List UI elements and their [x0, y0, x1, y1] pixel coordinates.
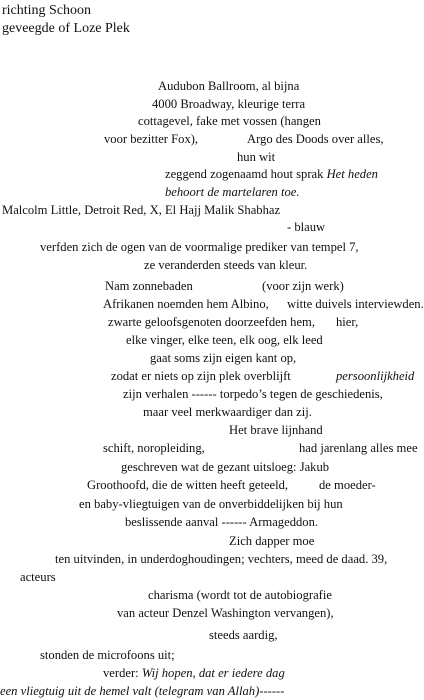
poem-line: behoort de martelaren toe.: [165, 185, 300, 199]
heading-line-2: geveegde of Loze Plek: [2, 21, 130, 36]
poem-line: Argo des Doods over alles,: [247, 132, 384, 146]
poem-line: 4000 Broadway, kleurige terra: [152, 97, 306, 111]
poem-line: hier,: [336, 315, 359, 329]
poem-line: de moeder-: [319, 478, 376, 492]
poem-line: geschreven wat de gezant uitsloeg: Jakub: [121, 460, 330, 474]
heading-line-1: richting Schoon: [2, 3, 92, 18]
poem-line: voor bezitter Fox),: [104, 132, 199, 146]
poem-text: verder:: [103, 666, 142, 680]
poem-line: Afrikanen noemden hem Albino,: [103, 297, 269, 311]
poem-line: Het brave lijnhand: [229, 423, 323, 437]
poem-line: elke vinger, elke teen, elk oog, elk leed: [126, 333, 323, 347]
poem-line: zodat er niets op zijn plek overblijft: [111, 369, 291, 383]
poem-line: steeds aardig,: [209, 628, 278, 642]
poem-line: - blauw: [287, 220, 326, 234]
poem-line: hun wit: [237, 150, 276, 164]
poem-line: acteurs: [20, 570, 56, 584]
poem-line: [103, 666, 285, 681]
poem-line: schift, noropleiding,: [103, 441, 205, 455]
poem-line: [0, 684, 284, 699]
poem-italic: Wij hopen, dat er iedere dag: [141, 666, 285, 680]
poem-italic: een vliegtuig uit de hemel valt (telegram van Allah): [0, 684, 260, 698]
poem-line: Nam zonnebaden: [105, 279, 193, 293]
poem-line: persoonlijkheid: [336, 369, 415, 383]
poem-line: stonden de microfoons uit;: [40, 648, 175, 662]
poem-line: Groothoofd, die de witten heeft geteeld,: [87, 478, 289, 492]
poem-line: ten uitvinden, in underdoghoudingen; vechters, meed de daad. 39,: [55, 552, 388, 566]
poem-line: zijn verhalen ------ torpedo’s tegen de geschiedenis,: [123, 387, 383, 401]
poem-line: verfden zich de ogen van de voormalige prediker van tempel 7,: [40, 240, 359, 254]
poem-line: maar veel merkwaardiger dan zij.: [143, 405, 312, 419]
poem-line: Malcolm Little, Detroit Red, X, El Hajj Malik Shabhaz: [2, 203, 281, 217]
poem-line: Audubon Ballroom, al bijna: [158, 79, 300, 93]
poem-line: en baby-vliegtuigen van de onverbiddelijken bij hun: [79, 497, 343, 511]
poem-line: ze veranderden steeds van kleur.: [144, 258, 308, 272]
poem-line: (voor zijn werk): [262, 279, 344, 293]
poem-line: charisma (wordt tot de autobiografie: [148, 588, 332, 602]
poem-line: [165, 167, 378, 182]
poem-line: zwarte geloofsgenoten doorzeefden hem,: [108, 315, 316, 329]
poem-line: beslissende aanval ------ Armageddon.: [125, 515, 319, 529]
poem-line: cottagevel, fake met vossen (hangen: [138, 114, 321, 128]
poem-line: witte duivels interviewden.: [287, 297, 424, 311]
poem-line: van acteur Denzel Washington vervangen),: [117, 606, 334, 620]
poem-line: gaat soms zijn eigen kant op,: [150, 351, 297, 365]
poem-text: ------: [259, 684, 285, 698]
poem-line: had jarenlang alles mee: [299, 441, 418, 455]
poem-text: zeggend zogenaamd hout sprak: [165, 167, 327, 181]
poem-italic: Het heden: [326, 167, 378, 181]
poem-line: Zich dapper moe: [229, 534, 315, 548]
